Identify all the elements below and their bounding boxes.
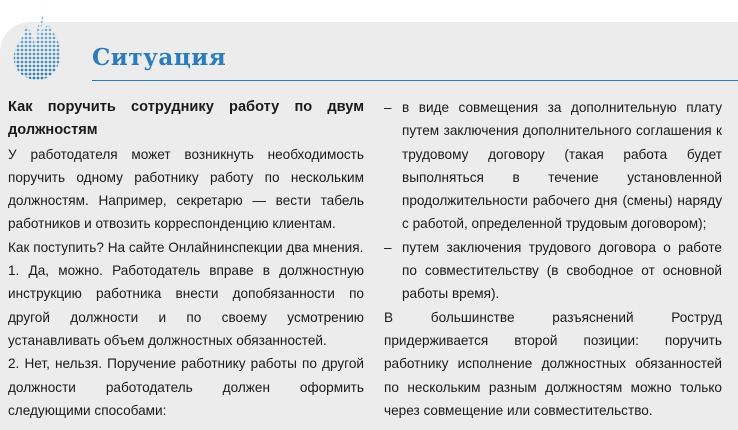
intro-paragraph: У работодателя может возникнуть необходимость поручить одному работнику работу по нескольким должностям. Например, секретарю — вести табель работников и отвозить корреспонденцию клиентам. — [8, 146, 364, 232]
heading-divider — [92, 80, 738, 81]
left-column — [8, 96, 364, 422]
question-title: Как поручить сотруднику работу по двум должностям — [8, 99, 364, 139]
opinion-one-paragraph: 1. Да, можно. Работодатель вправе в должностную инструкцию работника внести допобязанности по другой должности и по своему усмотрению устанавливать объем должностных обязанностей. — [8, 263, 364, 348]
section-heading: Ситуация — [92, 44, 227, 71]
dash-bullet: – — [384, 100, 392, 115]
list-item-text: путем заключения трудового договора о работе по совместительству (в свободное от основной работы время). — [402, 239, 722, 302]
flame-icon — [4, 0, 78, 82]
right-column — [384, 96, 722, 422]
dash-bullet: – — [384, 239, 392, 255]
conclusion-paragraph: В большинстве разъяснений Роструд придерживается второй позиции: поручить работнику исполнение должностных обязанностей по нескольким разным должностям можно только через совмещение или совместительство. — [384, 309, 722, 418]
list-item — [384, 96, 722, 236]
list-item-text: в виде совмещения за дополнительную плату путем заключения дополнительного соглашения к трудовому договору (такая работа будет выполняться в течение установленной продолжительности рабочего дня (смены) наряду с работой, определенной трудовым договором); — [402, 100, 722, 232]
question-paragraph: Как поступить? На сайте Онлайнинспекции два мнения. — [8, 239, 364, 255]
list-item — [384, 236, 722, 306]
opinion-two-paragraph: 2. Нет, нельзя. Поручение работнику работы по другой должности работодатель должен оформить следующими способами: — [8, 356, 364, 418]
